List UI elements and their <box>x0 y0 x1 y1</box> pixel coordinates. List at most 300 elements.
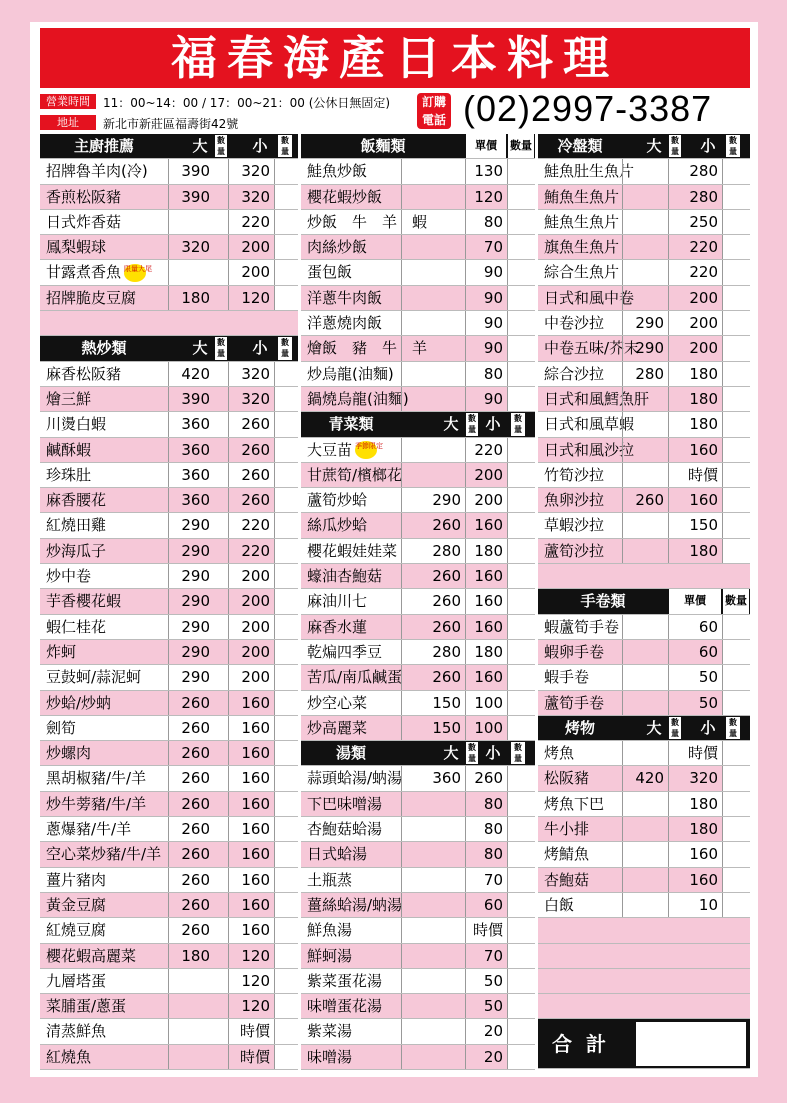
item-name-text: 川燙白蝦 <box>46 415 107 434</box>
qty-cell[interactable] <box>507 336 535 360</box>
item-name-text: 日式和風鱈魚肝 <box>544 389 650 408</box>
qty-cell[interactable] <box>507 766 535 790</box>
price-small: 200 <box>228 615 274 639</box>
menu-item[interactable] <box>301 868 535 893</box>
menu-item[interactable] <box>301 463 535 488</box>
menu-item[interactable] <box>538 513 750 538</box>
menu-item[interactable] <box>538 817 750 842</box>
qty-cell[interactable] <box>274 387 298 411</box>
qty-cell[interactable] <box>507 817 535 841</box>
menu-item[interactable] <box>301 589 535 614</box>
menu-item[interactable] <box>538 412 750 437</box>
price-small: 70 <box>465 235 507 259</box>
menu-item[interactable] <box>538 842 750 867</box>
menu-item[interactable] <box>40 918 298 943</box>
menu-item[interactable] <box>538 387 750 412</box>
menu-item[interactable] <box>40 969 298 994</box>
menu-item[interactable] <box>301 185 535 210</box>
price-small: 120 <box>228 286 274 310</box>
menu-item[interactable] <box>301 311 535 336</box>
price-small: 180 <box>668 362 722 386</box>
price-large <box>168 1045 214 1069</box>
price-small: 160 <box>228 792 274 816</box>
qty-cell[interactable] <box>274 286 298 310</box>
order-phone-label: 訂購電話 <box>417 93 451 129</box>
qty-cell[interactable] <box>274 210 298 234</box>
qty-cell[interactable] <box>722 792 750 816</box>
qty-cell[interactable] <box>274 842 298 866</box>
menu-item[interactable] <box>301 235 535 260</box>
qty-cell[interactable] <box>507 159 535 183</box>
menu-item[interactable] <box>538 741 750 766</box>
blank-row <box>538 944 750 969</box>
menu-item[interactable] <box>40 362 298 387</box>
item-name-text: 炸蚵 <box>46 642 77 661</box>
qty-cell[interactable] <box>507 1019 535 1043</box>
qty-cell[interactable] <box>507 589 535 613</box>
price-small: 160 <box>668 842 722 866</box>
price-small: 220 <box>228 513 274 537</box>
menu-item[interactable] <box>301 640 535 665</box>
qty-cell[interactable] <box>507 463 535 487</box>
price-small: 時價 <box>228 1045 274 1069</box>
qty-cell[interactable] <box>722 766 750 790</box>
qty-cell[interactable] <box>507 640 535 664</box>
menu-item[interactable] <box>538 311 750 336</box>
price-large <box>622 159 668 183</box>
menu-item[interactable] <box>301 260 535 285</box>
qty-cell[interactable] <box>274 412 298 436</box>
qty-cell[interactable] <box>274 235 298 259</box>
size-small-label: 小 <box>485 415 501 434</box>
qty-label: 數量 <box>468 414 476 435</box>
price-large <box>622 842 668 866</box>
menu-item[interactable] <box>301 1045 535 1070</box>
menu-item[interactable] <box>40 1019 298 1044</box>
qty-cell[interactable] <box>274 488 298 512</box>
qty-cell[interactable] <box>722 210 750 234</box>
menu-item[interactable] <box>40 210 298 235</box>
menu-item[interactable] <box>301 286 535 311</box>
price-small: 90 <box>465 311 507 335</box>
item-name-text: 清蒸鮮魚 <box>46 1022 107 1041</box>
item-name-text: 味噌湯 <box>307 1047 353 1066</box>
qty-cell[interactable] <box>274 893 298 917</box>
menu-item[interactable] <box>40 842 298 867</box>
item-name <box>40 842 168 866</box>
menu-item[interactable] <box>40 691 298 716</box>
qty-cell[interactable] <box>274 564 298 588</box>
qty-cell[interactable] <box>274 691 298 715</box>
qty-cell[interactable] <box>722 463 750 487</box>
qty-cell[interactable] <box>274 944 298 968</box>
qty-cell[interactable] <box>722 842 750 866</box>
menu-item[interactable] <box>40 260 298 285</box>
price-large: 260 <box>168 716 214 740</box>
qty-cell[interactable] <box>507 1045 535 1069</box>
item-name-text: 櫻花蝦高麗菜 <box>46 946 137 965</box>
menu-item[interactable] <box>301 817 535 842</box>
price-small: 180 <box>465 640 507 664</box>
section-title: 青菜類 <box>328 415 374 434</box>
qty-cell[interactable] <box>507 665 535 689</box>
menu-item[interactable] <box>538 615 750 640</box>
qty-cell[interactable] <box>507 691 535 715</box>
item-name-text: 紅燒田雞 <box>46 516 107 535</box>
qty-cell[interactable] <box>274 792 298 816</box>
menu-item[interactable] <box>538 868 750 893</box>
item-name <box>301 387 409 411</box>
item-name <box>538 766 622 790</box>
qty-cell[interactable] <box>274 766 298 790</box>
qty-cell[interactable] <box>722 336 750 360</box>
menu-item[interactable] <box>538 159 750 184</box>
menu-item[interactable] <box>538 286 750 311</box>
item-name <box>301 589 401 613</box>
menu-item[interactable] <box>40 640 298 665</box>
menu-column-1 <box>40 134 298 1070</box>
menu-item[interactable] <box>40 513 298 538</box>
qty-cell[interactable] <box>507 994 535 1018</box>
menu-item[interactable] <box>538 362 750 387</box>
qty-cell[interactable] <box>722 159 750 183</box>
qty-cell[interactable] <box>274 918 298 942</box>
item-name-text: 土瓶蒸 <box>307 870 353 889</box>
price-large <box>401 210 465 234</box>
menu-item[interactable] <box>40 766 298 791</box>
menu-item[interactable] <box>40 1045 298 1070</box>
menu-item[interactable] <box>40 589 298 614</box>
qty-cell[interactable] <box>507 792 535 816</box>
item-name <box>301 792 401 816</box>
menu-item[interactable] <box>40 387 298 412</box>
size-small-label: 小 <box>700 137 716 155</box>
qty-cell[interactable] <box>507 539 535 563</box>
price-small: 160 <box>465 513 507 537</box>
item-name-text: 烤鯖魚 <box>544 845 590 864</box>
item-name-text: 味噌蛋花湯 <box>307 997 383 1016</box>
item-name <box>40 640 168 664</box>
qty-cell[interactable] <box>274 665 298 689</box>
menu-item[interactable] <box>538 260 750 285</box>
menu-item[interactable] <box>40 438 298 463</box>
item-name-text: 九層塔蛋 <box>46 971 107 990</box>
qty-cell[interactable] <box>507 944 535 968</box>
item-name <box>40 918 168 942</box>
menu-item[interactable] <box>301 766 535 791</box>
price-large: 180 <box>168 944 214 968</box>
qty-cell[interactable] <box>507 868 535 892</box>
qty-cell[interactable] <box>507 362 535 386</box>
menu-item[interactable] <box>301 159 535 184</box>
menu-item[interactable] <box>40 539 298 564</box>
menu-item[interactable] <box>40 564 298 589</box>
total-label: 合計 <box>552 1032 620 1057</box>
price-small: 200 <box>228 665 274 689</box>
menu-item[interactable] <box>538 336 750 361</box>
qty-cell[interactable] <box>507 716 535 740</box>
menu-item[interactable] <box>301 438 535 463</box>
item-name <box>538 868 622 892</box>
price-small: 10 <box>668 893 722 917</box>
item-name-text: 白飯 <box>544 895 575 914</box>
menu-item[interactable] <box>40 716 298 741</box>
menu-item[interactable] <box>538 691 750 716</box>
size-small-label: 小 <box>485 744 501 763</box>
menu-item[interactable] <box>301 513 535 538</box>
menu-item[interactable] <box>538 539 750 564</box>
qty-cell[interactable] <box>722 741 750 765</box>
price-small: 180 <box>465 539 507 563</box>
item-name-text: 燴飯 豬 牛 羊 <box>307 339 428 358</box>
price-small: 220 <box>668 260 722 284</box>
qty-label: 數量 <box>726 717 740 739</box>
menu-item[interactable] <box>538 792 750 817</box>
price-large: 290 <box>168 640 214 664</box>
price-large: 360 <box>168 463 214 487</box>
menu-item[interactable] <box>538 665 750 690</box>
menu-item[interactable] <box>538 185 750 210</box>
item-name-text: 鳳梨蝦球 <box>46 238 107 257</box>
qty-cell[interactable] <box>722 691 750 715</box>
menu-item[interactable] <box>301 944 535 969</box>
price-large <box>622 792 668 816</box>
qty-cell[interactable] <box>722 893 750 917</box>
menu-item[interactable] <box>40 893 298 918</box>
qty-cell[interactable] <box>507 488 535 512</box>
qty-cell[interactable] <box>507 918 535 942</box>
qty-cell[interactable] <box>507 235 535 259</box>
qty-cell[interactable] <box>274 640 298 664</box>
menu-item[interactable] <box>40 615 298 640</box>
item-name <box>40 741 168 765</box>
qty-cell[interactable] <box>274 1045 298 1069</box>
price-large: 360 <box>401 766 465 790</box>
qty-cell[interactable] <box>274 868 298 892</box>
item-name-text: 薑絲蛤湯/蚋湯 <box>307 895 403 914</box>
menu-item[interactable] <box>538 210 750 235</box>
menu-item[interactable] <box>538 463 750 488</box>
qty-cell[interactable] <box>722 185 750 209</box>
menu-item[interactable] <box>301 387 535 412</box>
qty-cell[interactable] <box>722 311 750 335</box>
menu-item[interactable] <box>301 969 535 994</box>
menu-item[interactable] <box>301 792 535 817</box>
price-small: 70 <box>465 944 507 968</box>
menu-item[interactable] <box>538 766 750 791</box>
item-name <box>40 387 168 411</box>
menu-item[interactable] <box>301 362 535 387</box>
menu-item[interactable] <box>301 488 535 513</box>
item-name-text: 蝦蘆筍手卷 <box>544 617 620 636</box>
menu-item[interactable] <box>301 665 535 690</box>
qty-cell[interactable] <box>274 615 298 639</box>
item-name <box>538 260 622 284</box>
price-small: 100 <box>465 691 507 715</box>
qty-cell[interactable] <box>507 893 535 917</box>
qty-cell[interactable] <box>274 969 298 993</box>
item-name <box>538 893 622 917</box>
menu-item[interactable] <box>538 893 750 918</box>
price-large <box>622 741 668 765</box>
qty-cell[interactable] <box>722 539 750 563</box>
qty-cell[interactable] <box>507 438 535 462</box>
item-name-text: 下巴味噌湯 <box>307 794 383 813</box>
price-large <box>622 640 668 664</box>
qty-cell[interactable] <box>274 539 298 563</box>
menu-item[interactable] <box>301 564 535 589</box>
menu-item[interactable] <box>301 994 535 1019</box>
qty-cell[interactable] <box>274 589 298 613</box>
price-large: 290 <box>168 539 214 563</box>
item-name <box>301 336 428 360</box>
item-name-text: 杏鮑菇 <box>544 870 590 889</box>
qty-cell[interactable] <box>274 185 298 209</box>
qty-cell[interactable] <box>274 260 298 284</box>
price-small: 160 <box>668 438 722 462</box>
item-name-text: 日式和風中卷 <box>544 288 635 307</box>
item-name <box>301 539 401 563</box>
qty-cell[interactable] <box>722 235 750 259</box>
qty-cell[interactable] <box>722 615 750 639</box>
price-small: 70 <box>465 868 507 892</box>
menu-item[interactable] <box>538 640 750 665</box>
item-name <box>538 691 622 715</box>
qty-cell[interactable] <box>274 513 298 537</box>
price-large <box>401 1045 465 1069</box>
price-small: 320 <box>228 362 274 386</box>
menu-item[interactable] <box>40 488 298 513</box>
price-small: 80 <box>465 817 507 841</box>
item-name-text: 日式和風沙拉 <box>544 440 635 459</box>
item-name <box>301 817 401 841</box>
menu-item[interactable] <box>40 159 298 184</box>
price-large: 290 <box>622 311 668 335</box>
qty-cell[interactable] <box>507 185 535 209</box>
qty-cell[interactable] <box>507 210 535 234</box>
price-large <box>401 362 465 386</box>
item-name <box>538 210 622 234</box>
qty-cell[interactable] <box>722 817 750 841</box>
menu-item[interactable] <box>301 918 535 943</box>
price-large: 290 <box>168 665 214 689</box>
qty-cell[interactable] <box>274 362 298 386</box>
qty-cell[interactable] <box>507 260 535 284</box>
qty-cell[interactable] <box>274 994 298 1018</box>
menu-item[interactable] <box>40 817 298 842</box>
price-small: 160 <box>228 766 274 790</box>
price-small: 160 <box>228 842 274 866</box>
qty-cell[interactable] <box>507 969 535 993</box>
price-small: 200 <box>228 589 274 613</box>
item-name <box>40 185 168 209</box>
qty-cell[interactable] <box>274 741 298 765</box>
total-amount-field[interactable] <box>636 1022 746 1066</box>
item-name-text: 甘露煮香魚 <box>46 263 122 282</box>
qty-cell[interactable] <box>274 1019 298 1043</box>
qty-cell[interactable] <box>722 868 750 892</box>
menu-item[interactable] <box>301 1019 535 1044</box>
qty-cell[interactable] <box>722 513 750 537</box>
menu-item[interactable] <box>40 944 298 969</box>
menu-item[interactable] <box>301 716 535 741</box>
item-name <box>301 564 401 588</box>
menu-item[interactable] <box>538 438 750 463</box>
item-name-text: 櫻花蝦炒飯 <box>307 187 383 206</box>
qty-cell[interactable] <box>274 438 298 462</box>
menu-item[interactable] <box>40 185 298 210</box>
price-large <box>401 817 465 841</box>
menu-item[interactable] <box>40 286 298 311</box>
menu-item[interactable] <box>301 336 535 361</box>
menu-item[interactable] <box>538 235 750 260</box>
qty-cell[interactable] <box>507 311 535 335</box>
item-name <box>40 944 168 968</box>
qty-cell[interactable] <box>722 665 750 689</box>
qty-cell[interactable] <box>274 463 298 487</box>
qty-cell[interactable] <box>507 615 535 639</box>
qty-cell[interactable] <box>507 564 535 588</box>
qty-cell[interactable] <box>274 159 298 183</box>
qty-label: 數量 <box>671 136 679 156</box>
qty-cell[interactable] <box>507 286 535 310</box>
item-name-text: 中卷五味/芥末 <box>544 339 640 358</box>
price-large: 260 <box>168 918 214 942</box>
qty-cell[interactable] <box>722 438 750 462</box>
qty-cell[interactable] <box>274 716 298 740</box>
item-name-text: 鮭魚肚生魚片 <box>544 162 635 181</box>
menu-item[interactable] <box>40 665 298 690</box>
qty-cell[interactable] <box>274 817 298 841</box>
qty-cell[interactable] <box>722 412 750 436</box>
qty-cell[interactable] <box>507 842 535 866</box>
qty-cell[interactable] <box>722 286 750 310</box>
qty-cell[interactable] <box>722 387 750 411</box>
menu-item[interactable] <box>40 412 298 437</box>
qty-cell[interactable] <box>507 513 535 537</box>
qty-cell[interactable] <box>722 640 750 664</box>
price-large: 290 <box>401 488 465 512</box>
menu-item[interactable] <box>301 539 535 564</box>
menu-item[interactable] <box>538 488 750 513</box>
qty-cell[interactable] <box>722 362 750 386</box>
qty-cell[interactable] <box>722 260 750 284</box>
item-name-text: 絲瓜炒蛤 <box>307 516 368 535</box>
menu-item[interactable] <box>40 235 298 260</box>
item-name <box>538 412 635 436</box>
menu-item[interactable] <box>40 741 298 766</box>
item-name <box>40 969 168 993</box>
menu-item[interactable] <box>40 994 298 1019</box>
menu-item[interactable] <box>40 463 298 488</box>
item-name-text: 鍋燒烏龍(油麵) <box>307 389 409 408</box>
price-large <box>401 969 465 993</box>
menu-item[interactable] <box>40 868 298 893</box>
menu-item[interactable] <box>301 210 535 235</box>
menu-item[interactable] <box>301 615 535 640</box>
price-small: 160 <box>228 893 274 917</box>
qty-cell[interactable] <box>507 387 535 411</box>
price-small: 160 <box>465 615 507 639</box>
menu-item[interactable] <box>40 792 298 817</box>
menu-item[interactable] <box>301 842 535 867</box>
price-large: 260 <box>622 488 668 512</box>
item-name-text: 烤魚下巴 <box>544 794 605 813</box>
item-name-text: 蝦卵手卷 <box>544 642 605 661</box>
menu-item[interactable] <box>301 893 535 918</box>
menu-item[interactable] <box>301 691 535 716</box>
qty-cell[interactable] <box>722 488 750 512</box>
